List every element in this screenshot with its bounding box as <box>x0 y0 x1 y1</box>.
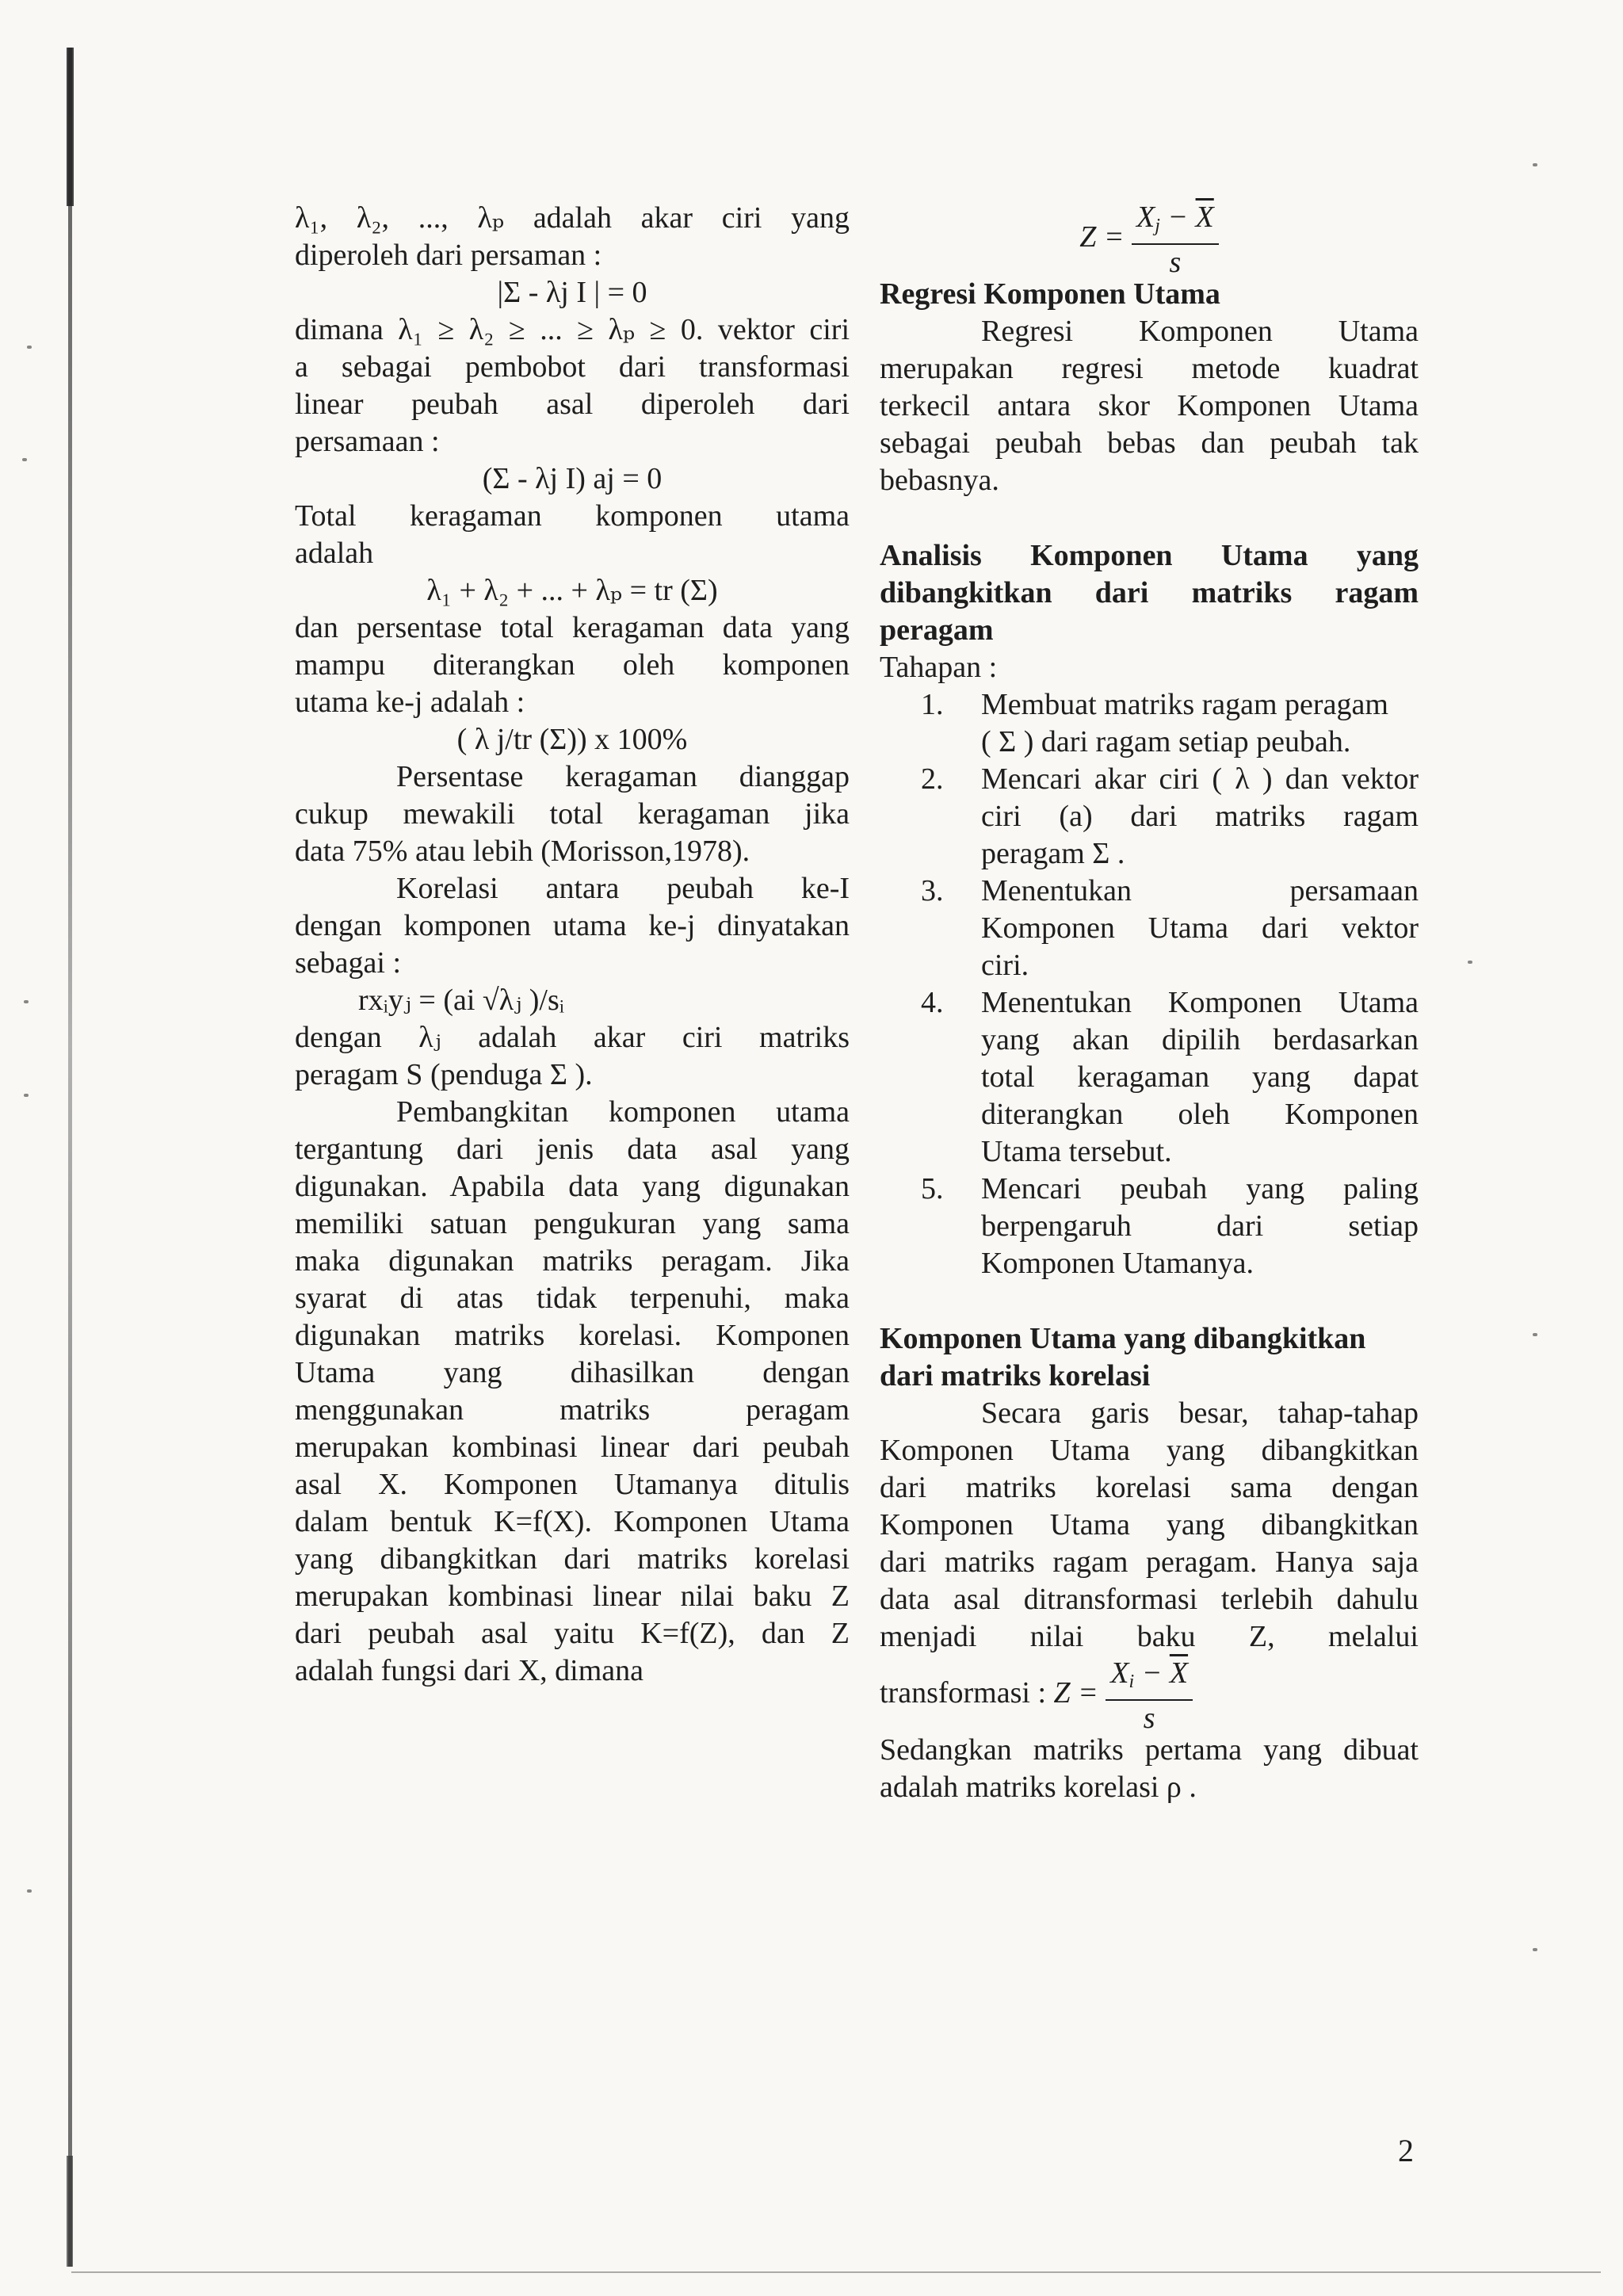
fraction-numerator <box>1132 200 1219 245</box>
text-line: maka digunakan matriks peragam. Jika <box>295 1244 850 1278</box>
heading-line: dibangkitkan dari matriks ragam <box>880 576 1419 609</box>
list-item <box>880 686 1419 761</box>
text-line: Regresi Komponen Utama <box>981 315 1419 348</box>
scan-speck <box>27 346 32 349</box>
scan-speck <box>1533 1948 1537 1951</box>
section-heading-correlation: Komponen Utama yang dibangkitkan <box>880 1322 1366 1355</box>
text-line: utama ke-j adalah : <box>295 686 525 719</box>
text-line: adalah matriks korelasi ρ . <box>880 1771 1197 1804</box>
scan-speck <box>1533 1333 1537 1336</box>
fraction-denominator: s <box>1143 1702 1155 1735</box>
paragraph-generation <box>295 1094 850 1690</box>
text-line: menggunakan matriks peragam <box>295 1393 850 1427</box>
scan-speck <box>24 1000 29 1003</box>
text-line: asal X. Komponen Utamanya ditulis <box>295 1468 850 1501</box>
text-line: tergantung dari jenis data asal yang <box>295 1133 850 1166</box>
subscript: j <box>1155 216 1160 236</box>
text-line: data 75% atau lebih (Morisson,1978). <box>295 835 750 868</box>
text-line: Komponen Utama yang dibangkitkan <box>880 1434 1419 1467</box>
text-line: Membuat matriks ragam peragam <box>981 688 1388 721</box>
text-line: Mencari peubah yang paling <box>981 1172 1419 1205</box>
text-line: yang dibangkitkan dari matriks korelasi <box>295 1542 850 1576</box>
text-line: dalam bentuk K=f(X). Komponen Utama <box>295 1505 850 1538</box>
heading-line: peragam <box>880 613 994 647</box>
text-line: Korelasi antara peubah ke-I <box>396 872 850 905</box>
text-line: dari matriks ragam peragam. Hanya saja <box>880 1545 1419 1579</box>
text-line: cukup mewakili total keragaman jika <box>295 797 850 831</box>
equation-eigenvector: (Σ - λj I) aj = 0 <box>482 462 663 495</box>
text-line: sebagai : <box>295 946 402 980</box>
text-line: Menentukan persamaan <box>981 874 1419 907</box>
fraction <box>1132 200 1219 280</box>
equation-standardization <box>880 200 1419 279</box>
heading-line: dari matriks korelasi <box>880 1359 1151 1392</box>
text-line: peragam S (penduga Σ ). <box>295 1058 593 1091</box>
list-number: 3. <box>921 874 944 907</box>
equation-characteristic: |Σ - λj I | = 0 <box>497 276 647 309</box>
fraction-numerator <box>1106 1656 1193 1701</box>
text-line: sebagai peubah bebas dan peubah tak <box>880 426 1419 460</box>
text-line: bebasnya. <box>880 464 999 497</box>
text-line: ciri (a) dari matriks ragam <box>981 800 1419 833</box>
list-number: 2. <box>921 762 944 796</box>
text-line: a sebagai pembobot dari transformasi <box>295 350 850 384</box>
fraction <box>1106 1656 1193 1736</box>
text-line: peragam Σ . <box>981 837 1125 870</box>
scan-speck <box>1533 163 1537 166</box>
text-line: total keragaman yang dapat <box>981 1060 1419 1094</box>
symbol-x: X <box>1110 1656 1129 1690</box>
text-line: Komponen Utama yang dibangkitkan <box>880 1508 1419 1541</box>
section-heading-regression: Regresi Komponen Utama <box>880 277 1220 311</box>
text-label: transformasi : <box>880 1676 1047 1710</box>
right-column <box>880 200 1419 1806</box>
equation-correlation: rxᵢyⱼ = (ai √λⱼ )/sᵢ <box>358 984 564 1017</box>
symbol-x: X <box>1136 201 1155 234</box>
spacer <box>880 1282 1419 1320</box>
steps-label: Tahapan : <box>880 651 998 684</box>
text-line: data asal ditransformasi terlebih dahulu <box>880 1583 1419 1616</box>
subscript: i <box>1128 1671 1135 1692</box>
text-line: linear peubah asal diperoleh dari <box>295 388 850 421</box>
text-line: dan persentase total keragaman data yang <box>295 611 850 644</box>
symbol-xbar: $\overline{X}$ <box>1169 1656 1189 1690</box>
text-line: adalah <box>295 537 374 570</box>
text-line: dimana λ₁ ≥ λ₂ ≥ ... ≥ λₚ ≥ 0. vektor ciri <box>295 313 850 346</box>
text-line: dari matriks korelasi sama dengan <box>880 1471 1419 1504</box>
text-line: Secara garis besar, tahap-tahap <box>981 1396 1419 1430</box>
text-line: berpengaruh dari setiap <box>981 1209 1419 1243</box>
text-line: merupakan regresi metode kuadrat <box>880 352 1419 385</box>
text-line: Persentase keragaman dianggap <box>396 760 850 793</box>
scan-speck <box>27 1889 32 1893</box>
list-item <box>880 873 1419 984</box>
text-line: ciri. <box>981 949 1029 982</box>
text-line: Utama yang dihasilkan dengan <box>295 1356 850 1389</box>
scan-speck <box>22 458 27 461</box>
transformation-line <box>880 1656 1419 1735</box>
section-heading-covariance: Analisis Komponen Utama yang <box>880 539 1419 572</box>
equation-total-variance: λ₁ + λ₂ + ... + λₚ = tr (Σ) <box>426 574 718 607</box>
text-line: merupakan kombinasi linear nilai baku Z <box>295 1580 850 1613</box>
text-line: menjadi nilai baku Z, melalui <box>880 1620 1419 1653</box>
text-line: diperoleh dari persaman : <box>295 239 602 272</box>
symbol-xbar: $\overline{X}$ <box>1195 201 1214 234</box>
text-line: persamaan : <box>295 425 440 458</box>
text-line: Menentukan Komponen Utama <box>981 986 1419 1019</box>
paragraph-eigenvalues: λ₁, λ₂, ..., λₚ adalah akar ciri yang <box>295 201 850 235</box>
list-number: 4. <box>921 986 944 1019</box>
text-line: syarat di atas tidak terpenuhi, maka <box>295 1282 850 1315</box>
text-line: ( Σ ) dari ragam setiap peubah. <box>981 725 1351 758</box>
text-line: merupakan kombinasi linear dari peubah <box>295 1431 850 1464</box>
text-line: Sedangkan matriks pertama yang dibuat <box>880 1733 1419 1767</box>
spacer <box>880 499 1419 537</box>
text-line: adalah fungsi dari X, dimana <box>295 1654 644 1687</box>
text-line: Komponen Utamanya. <box>981 1247 1254 1280</box>
text-line: dari peubah asal yaitu K=f(Z), dan Z <box>295 1617 850 1650</box>
equation-percentage: ( λ j/tr (Σ)) x 100% <box>456 723 688 756</box>
text-line: Komponen Utama dari vektor <box>981 911 1419 945</box>
text-line: Total keragaman komponen utama <box>295 499 850 533</box>
list-number: 5. <box>921 1172 944 1205</box>
page-number: 2 <box>1398 2133 1414 2168</box>
list-item <box>880 761 1419 873</box>
left-column <box>295 200 850 1690</box>
steps-list <box>880 686 1419 1282</box>
text-line: yang akan dipilih berdasarkan <box>981 1023 1419 1056</box>
text-line: terkecil antara skor Komponen Utama <box>880 389 1419 422</box>
equation-lhs: Z = <box>1079 220 1125 254</box>
binding-mark-bottom <box>67 2156 73 2267</box>
scan-speck <box>1468 961 1472 964</box>
text-line: dengan komponen utama ke-j dinyatakan <box>295 909 850 942</box>
text-line: diterangkan oleh Komponen <box>981 1098 1419 1131</box>
scan-speck <box>24 1094 29 1097</box>
binding-shadow <box>68 48 72 2267</box>
text-line: dengan λⱼ adalah akar ciri matriks <box>295 1021 850 1054</box>
page-edge-line <box>71 2271 1601 2273</box>
text-line: digunakan. Apabila data yang digunakan <box>295 1170 850 1203</box>
list-item <box>880 984 1419 1171</box>
text-line: Mencari akar ciri ( λ ) dan vektor <box>981 762 1419 796</box>
binding-mark-top <box>67 48 74 206</box>
text-line: digunakan matriks korelasi. Komponen <box>295 1319 850 1352</box>
equation-lhs: Z = <box>1053 1676 1098 1710</box>
list-item <box>880 1171 1419 1282</box>
text-line: Utama tersebut. <box>981 1135 1172 1168</box>
minus-sign: − <box>1159 201 1196 234</box>
text-line: mampu diterangkan oleh komponen <box>295 648 850 682</box>
text-line: Pembangkitan komponen utama <box>396 1095 850 1129</box>
minus-sign: − <box>1134 1656 1170 1690</box>
fraction-denominator: s <box>1169 246 1182 279</box>
text-line: memiliki satuan pengukuran yang sama <box>295 1207 850 1240</box>
list-number: 1. <box>921 688 944 721</box>
